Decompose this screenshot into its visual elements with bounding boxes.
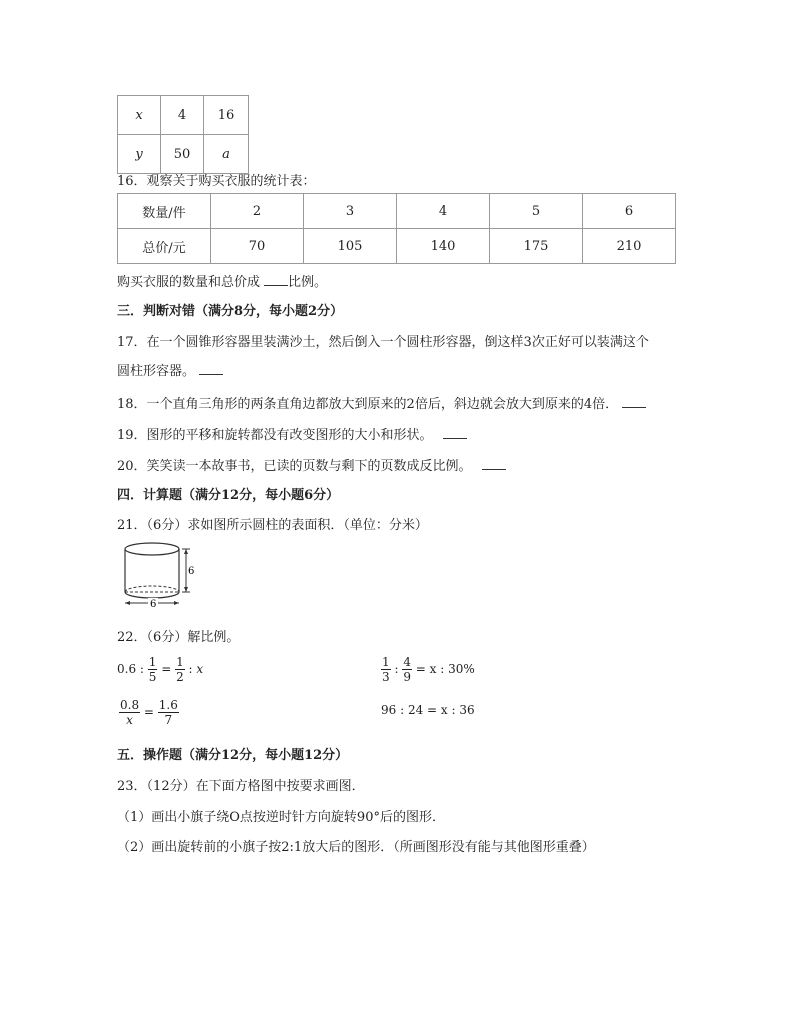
fraction: $\frac{1}{3}$: [382, 655, 390, 684]
question-23-part2: （2）画出旋转前的小旗子按2:1放大后的图形．（所画图形没有能与其他图形重叠）: [117, 840, 595, 855]
table-row: [118, 194, 676, 229]
table-cell: a: [204, 135, 249, 174]
conclusion-text: 购买衣服的数量和总价成: [117, 275, 261, 290]
fraction: $\frac{1.6}{7}$: [158, 698, 178, 727]
table-cell: 175: [490, 229, 583, 264]
table-cell: 4: [161, 96, 204, 135]
table-cell: y: [118, 135, 161, 174]
table-cell: 3: [304, 194, 397, 229]
table-cell: 140: [397, 229, 490, 264]
question-20: [117, 455, 506, 474]
question-18-text: 18．一个直角三角形的两条直角边都放大到原来的2倍后，斜边就会放大到原来的4倍．: [117, 397, 619, 412]
table-cell: 50: [161, 135, 204, 174]
table-cell: 16: [204, 96, 249, 135]
equation-1: 0.6 : $\frac{1}{5}$ = $\frac{1}{2}$ : x: [117, 655, 204, 684]
fraction: $\frac{1}{2}$: [176, 655, 184, 684]
answer-blank[interactable]: [199, 362, 223, 375]
table-cell: x: [118, 96, 161, 135]
diameter-label: 6: [150, 599, 157, 610]
question-21: 21．（6分）求如图所示圆柱的表面积．（单位：分米）: [117, 518, 428, 533]
section-5-heading: 五．操作题（满分12分，每小题12分）: [117, 748, 349, 763]
equation-2: $\frac{1}{3}$ : $\frac{4}{9}$ = x : 30%: [382, 655, 475, 684]
table-cell: 4: [397, 194, 490, 229]
answer-blank[interactable]: [443, 426, 467, 439]
table-cell: 210: [583, 229, 676, 264]
xy-table: [117, 95, 249, 174]
cylinder-bottom-back: [125, 586, 179, 592]
clothes-table: [117, 193, 676, 264]
question-16-conclusion: [117, 271, 327, 290]
equation-4: 96 : 24 = x : 36: [381, 703, 475, 717]
cylinder-figure: [120, 540, 200, 612]
fraction: $\frac{4}{9}$: [403, 655, 411, 684]
question-23: 23．（12分）在下面方格图中按要求画图．: [117, 779, 365, 794]
equation-3: $\frac{0.8}{x}$ = $\frac{1.6}{7}$: [120, 698, 178, 727]
question-19-text: 19．图形的平移和旋转都没有改变图形的大小和形状。: [117, 428, 433, 443]
question-22: 22．（6分）解比例。: [117, 630, 240, 645]
table-cell: 70: [211, 229, 304, 264]
cylinder-top: [125, 543, 179, 555]
question-17-text: 圆柱形容器。: [117, 364, 196, 379]
question-23-part1: （1）画出小旗子绕O点按逆时针方向旋转90°后的图形．: [117, 810, 445, 825]
table-cell: 6: [583, 194, 676, 229]
table-row: [118, 96, 249, 135]
question-20-text: 20．笑笑读一本故事书，已读的页数与剩下的页数成反比例。: [117, 459, 472, 474]
table-cell: 105: [304, 229, 397, 264]
answer-blank[interactable]: [264, 273, 288, 286]
question-18: [117, 393, 646, 412]
table-row: [118, 229, 676, 264]
table-cell: 2: [211, 194, 304, 229]
table-row: [118, 135, 249, 174]
height-label: 6: [188, 566, 195, 577]
section-4-heading: 四．计算题（满分12分，每小题6分）: [117, 488, 340, 503]
fraction: $\frac{0.8}{x}$: [120, 698, 140, 727]
question-19: [117, 424, 467, 443]
answer-blank[interactable]: [482, 457, 506, 470]
question-16-prompt: 16．观察关于购买衣服的统计表：: [117, 174, 316, 189]
cylinder-bottom-front: [125, 592, 179, 598]
conclusion-suffix: 比例。: [288, 275, 328, 290]
table-cell: 数量/件: [118, 194, 211, 229]
section-3-heading: 三．判断对错（满分8分，每小题2分）: [117, 304, 344, 319]
question-17-line2: [117, 360, 223, 379]
answer-blank[interactable]: [622, 395, 646, 408]
table-cell: 总价/元: [118, 229, 211, 264]
table-cell: 5: [490, 194, 583, 229]
fraction: $\frac{1}{5}$: [148, 655, 157, 684]
question-17-line1: 17．在一个圆锥形容器里装满沙土，然后倒入一个圆柱形容器，倒这样3次正好可以装满这个: [117, 335, 649, 350]
